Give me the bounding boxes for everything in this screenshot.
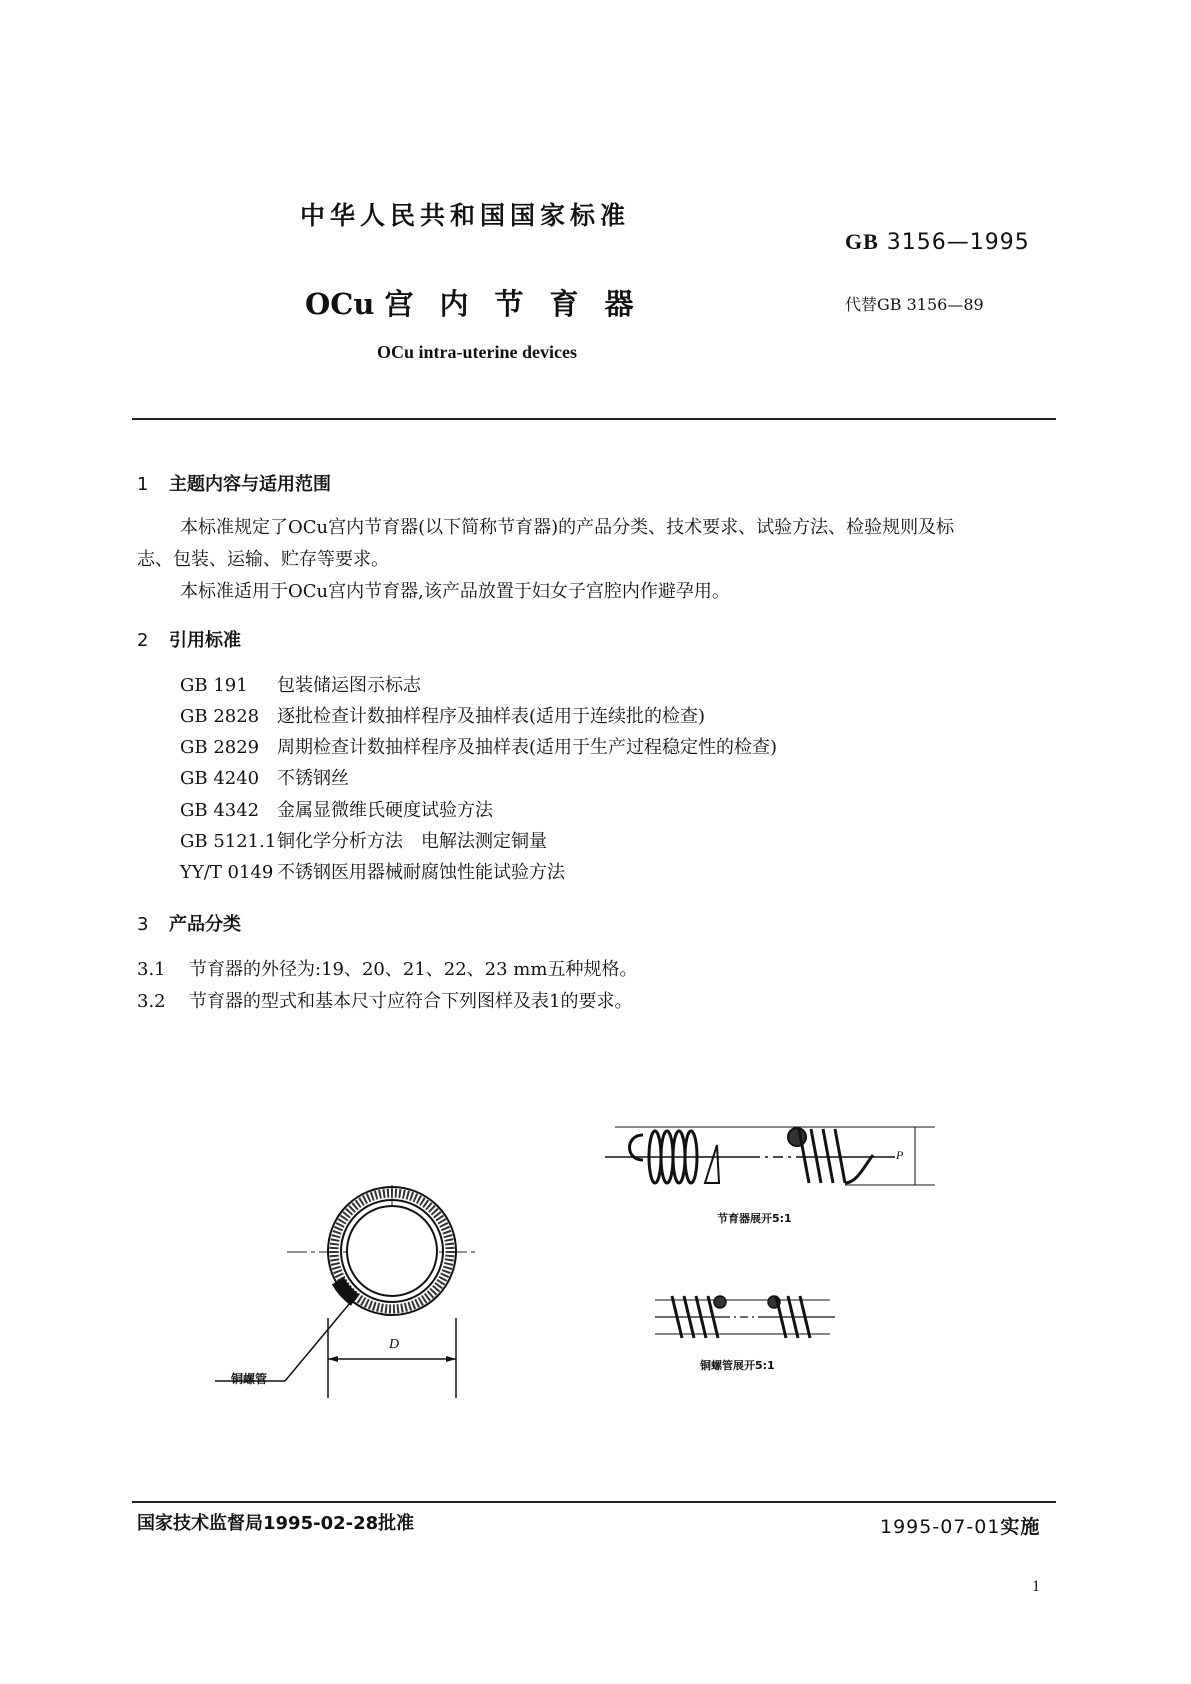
reference-item [180, 764, 349, 790]
reference-code: GB 191 [180, 675, 248, 696]
reference-code: YY/T 0149 [180, 862, 274, 883]
section-1-number: 1 [137, 474, 149, 495]
section-1-para-1-line-1: 本标准规定了OCu宫内节育器(以下简称节育器)的产品分类、技术要求、试验方法、检验规则及标 [180, 517, 955, 538]
diameter-label: D [389, 1337, 400, 1352]
device-ring-figure [175, 1140, 515, 1400]
coil-strand [823, 1129, 833, 1183]
clause-number: 3.2 [137, 991, 166, 1012]
clause-number: 3.1 [137, 959, 166, 980]
device-unfolded-figure [595, 1115, 975, 1205]
pitch-label: P [896, 1148, 904, 1162]
standard-prefix: GB [845, 229, 879, 254]
reference-item [180, 733, 777, 759]
tube-unfolded-figure [650, 1290, 840, 1350]
reference-title: 不锈钢丝 [277, 768, 349, 789]
reference-title: 周期检查计数抽样程序及抽样表(适用于生产过程稳定性的检查) [277, 737, 778, 758]
header-divider [132, 418, 1056, 420]
reference-title: 逐批检查计数抽样程序及抽样表(适用于连续批的检查) [277, 706, 706, 727]
english-title: OCu intra-uterine devices [377, 342, 577, 362]
effective-word: 实施 [1000, 1516, 1041, 1538]
coil-strand [811, 1129, 821, 1183]
reference-item [180, 671, 421, 697]
effective-statement [880, 1512, 1040, 1539]
document-title [305, 282, 659, 323]
reference-code: GB 4342 [180, 800, 260, 821]
clause-text: 节育器的外径为:19、20、21、22、23 mm五种规格。 [189, 959, 638, 980]
tube-coil-end [714, 1296, 726, 1308]
title-chinese: 宫内节育器 [384, 287, 660, 321]
effective-date: 1995-07-01 [880, 1516, 1001, 1538]
dimension-arrow-right [446, 1356, 456, 1362]
page-number: 1 [1032, 1578, 1040, 1595]
reference-item [180, 858, 565, 884]
reference-item [180, 827, 547, 853]
section-3-title: 产品分类 [169, 914, 241, 935]
section-1-title: 主题内容与适用范围 [169, 474, 331, 495]
right-hook [845, 1155, 873, 1183]
replaces-standard: 代替GB 3156—89 [845, 295, 984, 314]
clause-3-2 [137, 987, 632, 1013]
reference-title: 不锈钢医用器械耐腐蚀性能试验方法 [277, 862, 565, 883]
section-1-heading [137, 470, 331, 496]
coil-strand [835, 1129, 845, 1183]
tube-right-coils [776, 1296, 810, 1338]
coil-end-left [705, 1145, 719, 1183]
footer-divider [132, 1501, 1056, 1503]
approval-statement: 国家技术监督局1995-02-28批准 [137, 1513, 415, 1534]
section-1-para-2: 本标准适用于OCu宫内节育器,该产品放置于妇女子宫腔内作避孕用。 [180, 581, 730, 602]
clause-3-1 [137, 955, 637, 981]
title-prefix: OCu [305, 287, 375, 321]
section-1-para-1-line-2: 志、包装、运输、贮存等要求。 [137, 549, 389, 570]
reference-title: 包装储运图示标志 [277, 675, 421, 696]
reference-item [180, 702, 705, 728]
clause-text: 节育器的型式和基本尺寸应符合下列图样及表1的要求。 [189, 991, 633, 1012]
standard-number [845, 229, 1030, 255]
reference-title: 金属显微维氏硬度试验方法 [277, 800, 493, 821]
reference-code: GB 5121.1 [180, 831, 277, 852]
section-3-number: 3 [137, 914, 149, 935]
section-2-number: 2 [137, 630, 149, 651]
section-2-heading [137, 626, 241, 652]
reference-title: 铜化学分析方法 电解法测定铜量 [277, 831, 547, 852]
reference-item [180, 796, 493, 822]
coil-start-right [788, 1128, 806, 1146]
section-3-heading [137, 910, 241, 936]
tube-unfolded-caption: 铜螺管展开5:1 [700, 1359, 775, 1372]
section-2-title: 引用标准 [169, 630, 241, 651]
leader-line [285, 1297, 355, 1381]
standard-code: 3156—1995 [886, 230, 1030, 255]
reference-code: GB 2829 [180, 737, 260, 758]
dimension-arrow-left [328, 1356, 338, 1362]
copper-tube-label: 铜螺管 [231, 1372, 268, 1386]
reference-code: GB 4240 [180, 768, 260, 789]
national-standard-heading: 中华人民共和国国家标准 [300, 201, 631, 230]
device-unfolded-caption: 节育器展开5:1 [717, 1212, 792, 1225]
ring-inner-edge [347, 1206, 437, 1296]
reference-code: GB 2828 [180, 706, 260, 727]
